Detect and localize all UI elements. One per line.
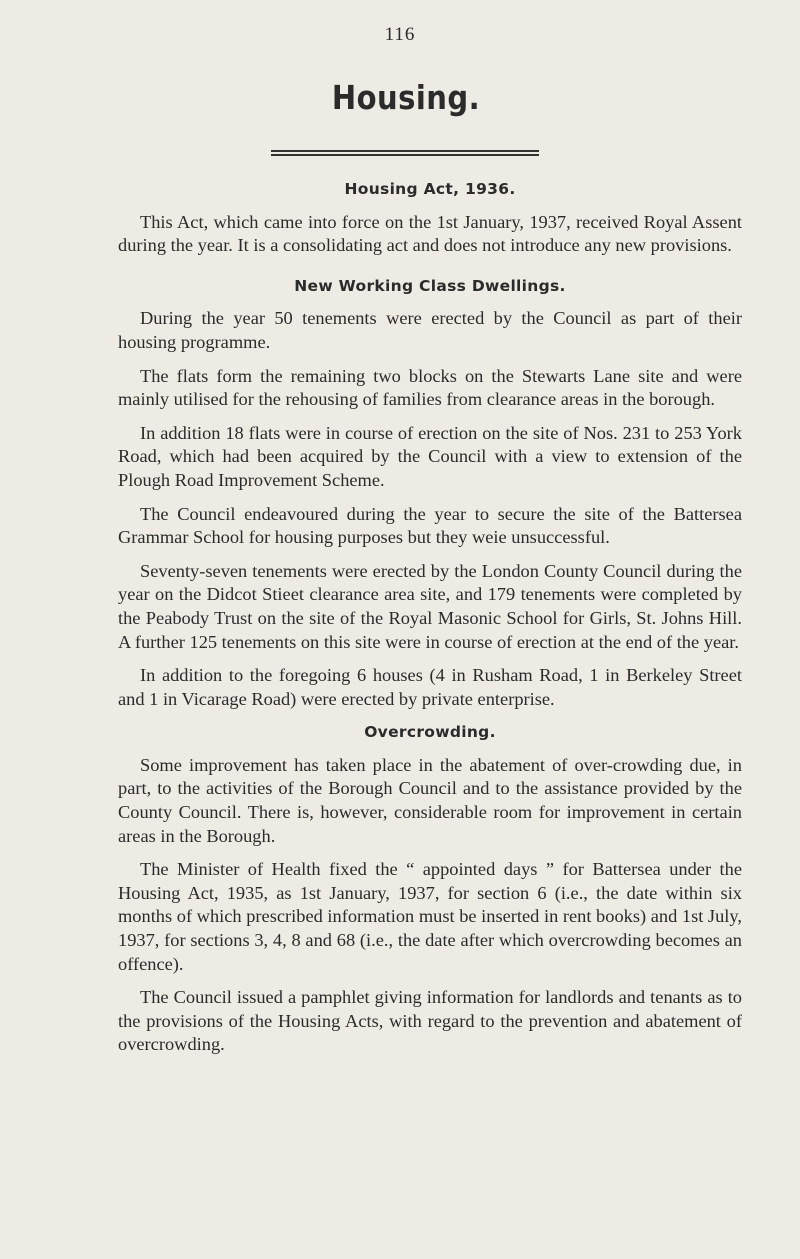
section-housing-act xyxy=(118,178,742,258)
paragraph: This Act, which came into force on the 1st January, 1937, received Royal Assent during the year. It is a consolidating act and does not introduce any new provisions. xyxy=(118,211,742,256)
section-heading: Housing Act, 1936. xyxy=(344,180,516,198)
paragraph: Some improvement has taken place in the abatement of over-crowding due, in part, to the activities of the Borough Council and to the assistance provided by the County Council. There is, however, considerable room for improvement in certain areas in the Borough. xyxy=(118,754,742,846)
paragraph: The Council issued a pamphlet giving information for landlords and tenants as to the provisions of the Housing Acts, with regard to the prevention and abatement of overcrowding. xyxy=(118,987,742,1055)
section-heading: New Working Class Dwellings. xyxy=(294,276,566,295)
section-new-dwellings xyxy=(118,275,742,712)
paragraph: In addition to the foregoing 6 houses (4 in Rusham Road, 1 in Berkeley Street and 1 in Vicarage Road) were erected by private enterprise. xyxy=(118,665,742,709)
page-number: 116 xyxy=(384,24,416,45)
paragraph: In addition 18 flats were in course of erection on the site of Nos. 231 to 253 York Road, which had been acquired by the Council with a view to extension of the Plough Road Improvement Scheme. xyxy=(118,422,742,490)
section-overcrowding xyxy=(118,721,742,1057)
paragraph: During the year 50 tenements were erected by the Council as part of their housing programme. xyxy=(118,308,742,352)
page-title: Housing. xyxy=(331,78,481,117)
document-body xyxy=(118,178,742,1067)
title-double-rule xyxy=(271,150,539,156)
section-heading: Overcrowding. xyxy=(364,723,496,742)
paragraph: The Council endeavoured during the year to secure the site of the Battersea Grammar School for housing purposes but they weie unsuccessful. xyxy=(118,503,742,548)
paragraph: The Minister of Health fixed the “ appointed days ” for Battersea under the Housing Act, 1935, as 1st January, 1937, for section 6 (i.e., the date within six months of which prescribed information must be inserted in rent books) and 1st July, 1937, for sections 3, 4, 8 and 68 (i.e., the date after which overcrowding becomes an offence). xyxy=(118,859,742,974)
paragraph: Seventy-seven tenements were erected by the London County Council during the year on the Didcot Stieet clearance area site, and 179 tenements were completed by the Peabody Trust on the site of the Royal Masonic School for Girls, St. Johns Hill. A further 125 tenements on this site were in course of erection at the end of the year. xyxy=(118,560,742,652)
paragraph: The flats form the remaining two blocks on the Stewarts Lane site and were mainly utilised for the rehousing of families from clearance areas in the borough. xyxy=(118,365,742,410)
